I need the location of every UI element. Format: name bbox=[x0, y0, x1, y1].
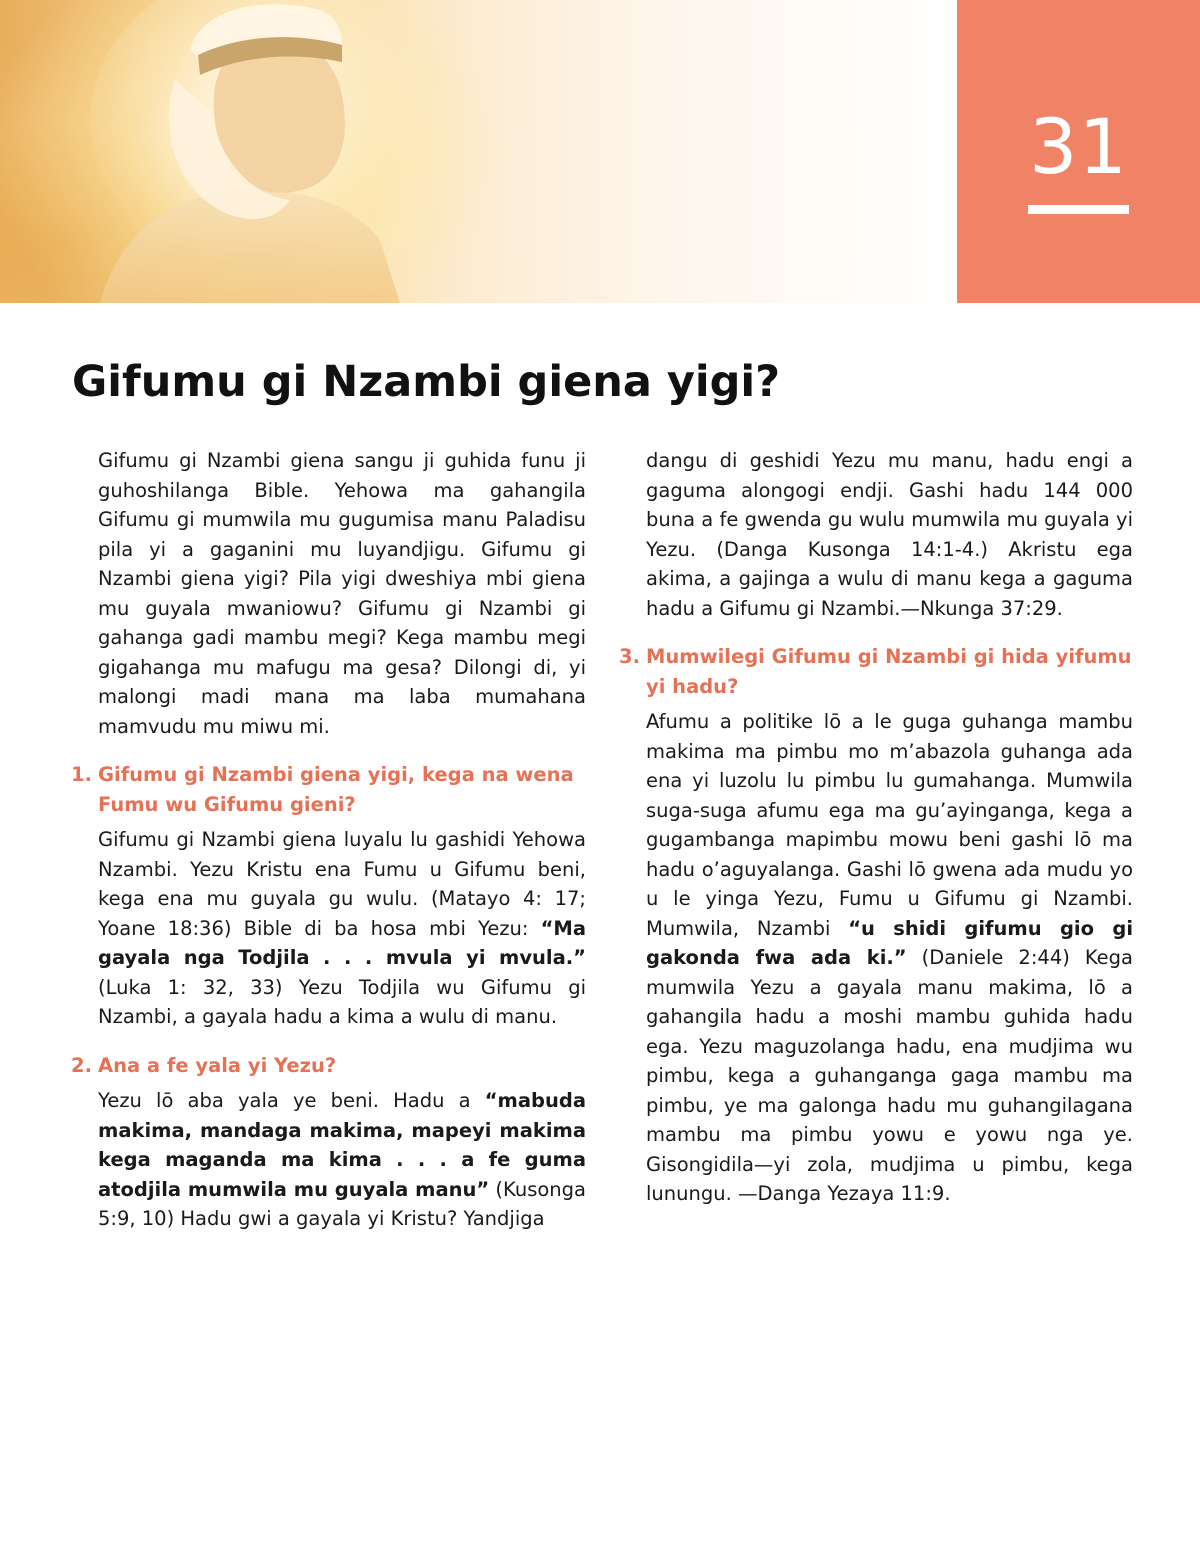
king-figure-illustration bbox=[80, 0, 420, 303]
question-2-number: 2. bbox=[71, 1053, 92, 1077]
question-3-text: Mumwilegi Gifumu gi Nzambi gi hida yifumu yi hadu? bbox=[646, 645, 1132, 698]
answer-3-text-b: (Daniele 2:44) Kega mumwila Yezu a gayala manu makima, lō a gahangila hadu a moshi mambu guhida hadu ega. Yezu maguzolanga hadu, ena mudjima wu pimbu, kega a guhanganga gaga mambu ma pimbu, ye ma galonga hadu mu guhangilagana mambu ma pimbu yowu e yowu nga ye. Gisongidila—yi zola, mudjima u pimbu, kega lunungu. —Danga Yezaya 11:9. bbox=[646, 946, 1133, 1205]
lesson-number-underline bbox=[1028, 205, 1129, 214]
answer-1-text-b: (Luka 1: 32, 33) Yezu Todjila wu Gifumu gi Nzambi, a gayala hadu a kima a wulu di manu. bbox=[98, 975, 586, 1028]
question-1-number: 1. bbox=[71, 763, 92, 786]
question-1 bbox=[71, 760, 586, 819]
question-3 bbox=[619, 642, 1133, 701]
answer-3-text-a: Afumu a politike lō a le guga guhanga mambu makima ma pimbu mo m’abazola guhanga ada ena yi luzolu lu pimbu lu gumahanga. Mumwila suga-suga afumu ega ma gu’ayinganga, kega a gugambanga mapimbu mowu beni gashi lō ma hadu o’aguyalanga. Gashi lō gwena ada mudu yo u le yinga Yezu, Fumu u Gifumu gi Nzambi. Mumwila, Nzambi bbox=[646, 710, 1133, 940]
hero-image bbox=[0, 0, 957, 303]
question-2 bbox=[71, 1051, 586, 1081]
answer-1-paragraph bbox=[98, 825, 586, 1032]
lesson-number: 31 bbox=[1029, 102, 1128, 191]
answer-2-continued: dangu di geshidi Yezu mu manu, hadu engi a gaguma alongogi endji. Gashi hadu 144 000 buna a fe gwenda gu wulu mumwila mu guyala yi Yezu. (Danga Kusonga 14:1-4.) Akristu ega akima, a gajinga a wulu di manu kega a gaguma hadu a Gifumu gi Nzambi.—Nkunga 37:29. bbox=[646, 449, 1133, 620]
right-column bbox=[619, 446, 1134, 1209]
answer-1-quote: “Ma gayala nga Todjila . . . mvula yi mvula.” bbox=[98, 916, 586, 969]
answer-3-quote: “u shidi gifumu gio gi gakonda fwa ada ki.” bbox=[646, 916, 1134, 969]
answer-2-quote: “mabuda makima, mandaga makima, mapeyi makima kega maganda ma kima . . . a fe guma atodjila mumwila mu guyala manu” bbox=[98, 1089, 586, 1201]
question-2-text: Ana a fe yala yi Yezu? bbox=[98, 1053, 337, 1077]
question-3-number: 3. bbox=[619, 645, 640, 668]
answer-3-paragraph bbox=[646, 707, 1133, 1209]
answer-2-paragraph bbox=[98, 1086, 586, 1234]
intro-paragraph: Gifumu gi Nzambi giena sangu ji guhida funu ji guhoshilanga Bible. Yehowa ma gahangila Gifumu gi mumwila mu gugumisa manu Paladisu pila yi a gaganini mu luyandjigu. Gifumu gi Nzambi giena yigi? Pila yigi dweshiya mbi giena mu guyala mwaniowu? Gifumu gi Nzambi gi gahanga gadi mambu megi? Kega mambu megi gigahanga mu mafugu ma gesa? Dilongi di, yi malongi madi mana ma laba mumahana mamvudu mu miwu mi. bbox=[98, 449, 586, 738]
answer-2-text-b: (Kusonga 5:9, 10) Hadu gwi a gayala yi Kristu? Yandjiga bbox=[98, 1177, 586, 1230]
answer-1-text-a: Gifumu gi Nzambi giena luyalu lu gashidi Yehowa Nzambi. Yezu Kristu ena Fumu u Gifumu beni, kega ena mu guyala gu wulu. (Matayo 4: 17; Yoane 18:36) Bible di ba hosa mbi Yezu: bbox=[98, 828, 586, 940]
page-title: Gifumu gi Nzambi giena yigi? bbox=[72, 357, 781, 407]
left-column bbox=[71, 446, 586, 1234]
question-1-text: Gifumu gi Nzambi giena yigi, kega na wena Fumu wu Gifumu gieni? bbox=[98, 763, 574, 816]
lesson-number-badge bbox=[957, 0, 1200, 303]
answer-2-text-a: Yezu lō aba yala ye beni. Hadu a bbox=[98, 1089, 485, 1112]
